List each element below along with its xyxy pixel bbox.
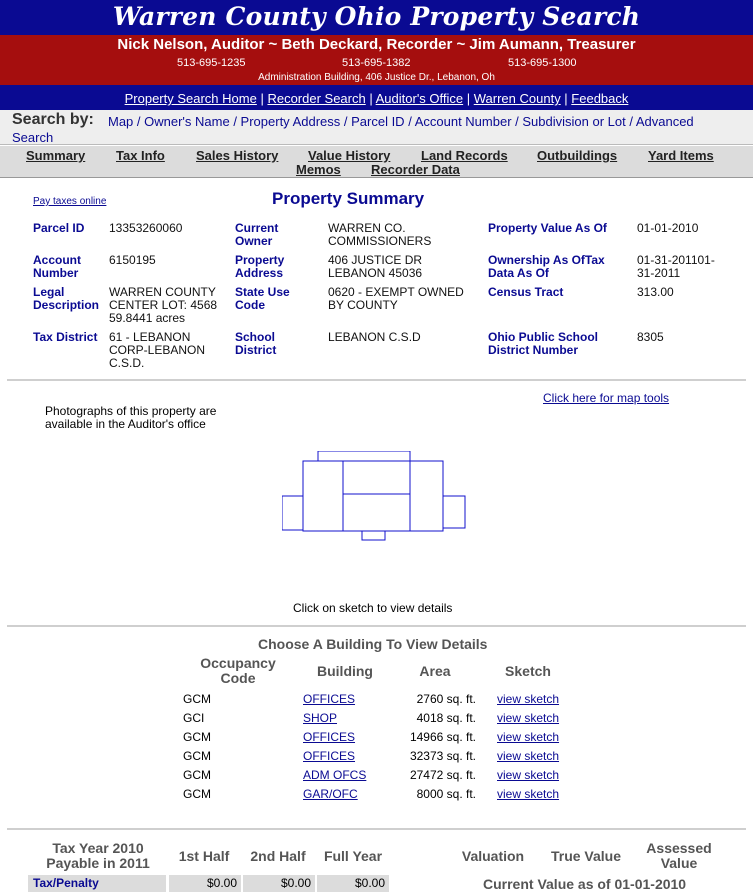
- census-tract-label: Census Tract: [488, 285, 564, 299]
- search-link-advanced[interactable]: Advanced: [635, 114, 694, 129]
- photo-note: Photographs of this property are available in the Auditor's office: [45, 404, 217, 431]
- true-value-header: True Value: [550, 848, 622, 864]
- current-owner-label: Current Owner: [235, 221, 279, 248]
- legal-description-value: WARREN COUNTY CENTER LOT: 4568 59.8441 acres: [109, 285, 218, 325]
- assessed-value-header: Assessed Value: [646, 840, 712, 871]
- parcel-id-value: 13353260060: [109, 221, 183, 235]
- current-owner-value: WARREN CO. COMMISSIONERS: [328, 221, 432, 248]
- occupancy-code-header: Occupancy Code: [200, 655, 276, 686]
- account-number-label: Account Number: [33, 253, 81, 280]
- tab-summary[interactable]: Summary: [26, 148, 86, 163]
- tab-recorder-data[interactable]: Recorder Data: [371, 162, 460, 177]
- area-cell: 14966 sq. ft.: [409, 730, 476, 744]
- property-address-label: Property Address: [235, 253, 285, 280]
- tax-penalty-label: Tax/Penalty: [28, 875, 166, 892]
- sketch-note: Click on sketch to view details: [293, 601, 453, 615]
- occupancy-code-cell: GCM: [183, 730, 211, 744]
- nav-auditors-office[interactable]: Auditor's Office: [375, 91, 464, 106]
- tab-memos[interactable]: Memos: [296, 162, 341, 177]
- first-half-header: 1st Half: [178, 848, 230, 864]
- search-link-map[interactable]: Map: [108, 114, 134, 129]
- top-navigation: [0, 85, 753, 110]
- office-address: Administration Building, 406 Justice Dr., Lebanon, Oh: [258, 72, 495, 83]
- search-link-address[interactable]: Property Address: [240, 114, 341, 129]
- occupancy-code-cell: GCM: [183, 768, 211, 782]
- nav-recorder-search[interactable]: Recorder Search: [267, 91, 366, 106]
- nav-separator: |: [365, 91, 376, 106]
- legal-description-label: Legal Description: [33, 285, 100, 312]
- sketch-section[interactable]: [282, 496, 303, 530]
- divider: [7, 828, 746, 830]
- buildings-title: Choose A Building To View Details: [258, 636, 488, 652]
- nav-separator: |: [463, 91, 474, 106]
- nav-separator: |: [256, 91, 268, 106]
- occupancy-code-cell: GCM: [183, 787, 211, 801]
- building-link[interactable]: SHOP: [303, 711, 338, 725]
- pay-taxes-link[interactable]: Pay taxes online: [33, 196, 107, 207]
- tab-value-history[interactable]: Value History: [308, 148, 391, 163]
- nav-warren-county[interactable]: Warren County: [473, 91, 561, 106]
- second-half-header: 2nd Half: [250, 848, 306, 864]
- tax-first-half-value: $0.00: [169, 875, 241, 892]
- treasurer-phone: 513-695-1300: [508, 57, 577, 69]
- tax-district-value: 61 - LEBANON CORP-LEBANON C.S.D.: [109, 330, 206, 370]
- map-tools-link[interactable]: Click here for map tools: [543, 391, 670, 405]
- tab-outbuildings[interactable]: Outbuildings: [537, 148, 618, 163]
- officials-banner: [0, 35, 753, 85]
- occupancy-code-cell: GCM: [183, 692, 211, 706]
- search-link-advanced-wrap[interactable]: Search: [12, 130, 54, 145]
- tax-year-header: Tax Year 2010 Payable in 2011: [46, 840, 150, 871]
- tab-sales-history[interactable]: Sales History: [196, 148, 279, 163]
- sketch-section[interactable]: [410, 461, 443, 531]
- tax-full-year-value: $0.00: [317, 875, 389, 892]
- building-link[interactable]: OFFICES: [303, 749, 356, 763]
- view-sketch-link[interactable]: view sketch: [497, 768, 560, 782]
- area-cell: 8000 sq. ft.: [416, 787, 476, 801]
- area-cell: 32373 sq. ft.: [409, 749, 476, 763]
- building-link[interactable]: GAR/OFC: [303, 787, 358, 801]
- view-sketch-link[interactable]: view sketch: [497, 749, 560, 763]
- occupancy-code-cell: GCM: [183, 749, 211, 763]
- property-address-value: 406 JUSTICE DR LEBANON 45036: [328, 253, 423, 280]
- search-link-owner[interactable]: Owner's Name: [144, 114, 230, 129]
- parcel-id-label: Parcel ID: [33, 221, 85, 235]
- sketch-header: Sketch: [505, 663, 551, 679]
- nav-feedback[interactable]: Feedback: [571, 91, 629, 106]
- divider: [7, 625, 746, 627]
- site-title: Warren County Ohio Property Search: [112, 2, 641, 31]
- area-cell: 4018 sq. ft.: [416, 711, 476, 725]
- search-link-account[interactable]: Account Number: [414, 114, 512, 129]
- account-number-value: 6150195: [109, 253, 156, 267]
- ownership-as-of-label: Ownership As OfTax Data As Of: [488, 253, 605, 280]
- tax-second-half-value: $0.00: [243, 875, 315, 892]
- view-sketch-link[interactable]: view sketch: [497, 730, 560, 744]
- officials-names: Nick Nelson, Auditor ~ Beth Deckard, Recorder ~ Jim Aumann, Treasurer: [117, 36, 636, 53]
- school-district-value: LEBANON C.S.D: [328, 330, 421, 344]
- building-link[interactable]: OFFICES: [303, 692, 356, 706]
- sketch-section[interactable]: [443, 496, 465, 528]
- search-link-subdivision[interactable]: Subdivision or Lot: [522, 114, 626, 129]
- page-title: Property Summary: [272, 189, 425, 208]
- recorder-phone: 513-695-1382: [342, 57, 411, 69]
- sketch-section[interactable]: [303, 461, 343, 531]
- divider: [7, 379, 746, 381]
- tab-land-records[interactable]: Land Records: [421, 148, 508, 163]
- search-link-parcel[interactable]: Parcel ID: [351, 114, 405, 129]
- ohio-school-district-label: Ohio Public School District Number: [488, 330, 599, 357]
- property-value-as-of-value: 01-01-2010: [637, 221, 699, 235]
- tab-yard-items[interactable]: Yard Items: [648, 148, 714, 163]
- sketch-section[interactable]: [343, 494, 410, 531]
- search-by-label: Search by:: [12, 111, 94, 128]
- view-sketch-link[interactable]: view sketch: [497, 787, 560, 801]
- tax-district-label: Tax District: [33, 330, 98, 344]
- ohio-school-district-value: 8305: [637, 330, 664, 344]
- property-value-as-of-label: Property Value As Of: [488, 221, 607, 235]
- building-link[interactable]: OFFICES: [303, 730, 356, 744]
- valuation-header: Valuation: [461, 848, 525, 864]
- search-by-bar: [0, 110, 753, 145]
- site-banner: [0, 0, 753, 35]
- nav-property-search-home[interactable]: Property Search Home: [124, 91, 257, 106]
- building-sketch[interactable]: [282, 451, 467, 543]
- auditor-phone: 513-695-1235: [177, 57, 246, 69]
- area-cell: 2760 sq. ft.: [416, 692, 476, 706]
- tab-tax-info[interactable]: Tax Info: [116, 148, 165, 163]
- current-value-heading: Current Value as of 01-01-2010: [483, 876, 687, 892]
- sketch-section[interactable]: [318, 451, 410, 461]
- area-header: Area: [419, 663, 451, 679]
- view-sketch-link[interactable]: view sketch: [497, 692, 560, 706]
- census-tract-value: 313.00: [637, 285, 674, 299]
- sketch-section[interactable]: [362, 531, 385, 540]
- ownership-as-of-value: 01-31-201101- 31-2011: [637, 253, 715, 280]
- school-district-label: School District: [235, 330, 277, 357]
- view-sketch-link[interactable]: view sketch: [497, 711, 560, 725]
- occupancy-code-cell: GCI: [183, 711, 205, 725]
- full-year-header: Full Year: [323, 848, 383, 864]
- search-by-links: Map / Owner's Name / Property Address / Parcel ID / Account Number / Subdivision or Lot / Advanced: [108, 114, 694, 129]
- building-header: Building: [317, 663, 373, 679]
- nav-separator: |: [560, 91, 572, 106]
- property-tabs: [0, 146, 753, 178]
- state-use-code-value: 0620 - EXEMPT OWNED BY COUNTY: [328, 285, 464, 312]
- state-use-code-label: State Use Code: [235, 285, 290, 312]
- area-cell: 27472 sq. ft.: [409, 768, 476, 782]
- building-link[interactable]: ADM OFCS: [303, 768, 367, 782]
